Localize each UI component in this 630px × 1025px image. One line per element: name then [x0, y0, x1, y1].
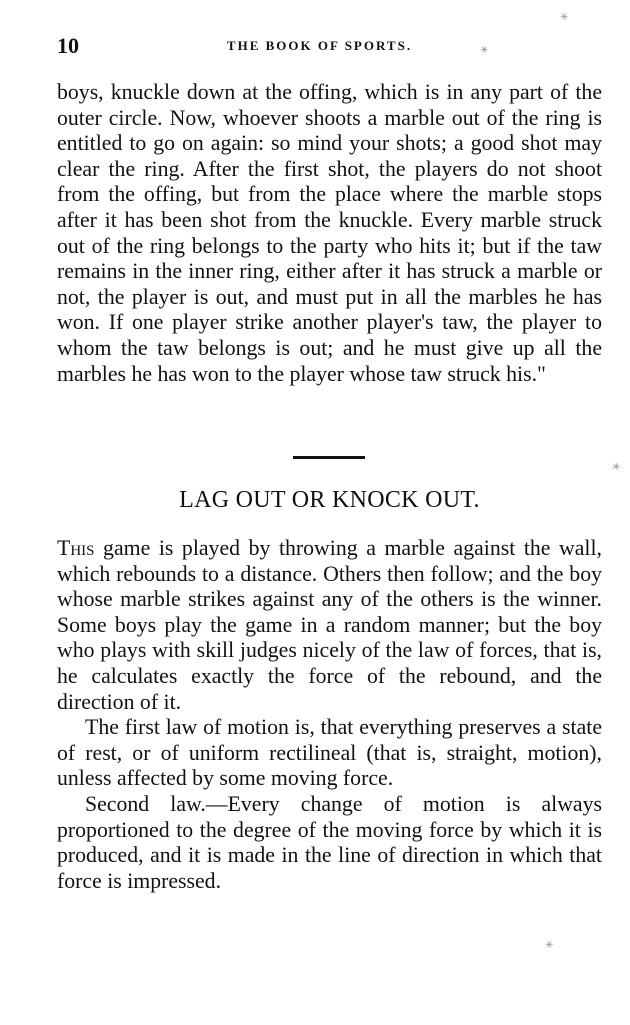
scan-speck: ✳: [480, 45, 489, 56]
scan-speck: ✳: [560, 12, 569, 23]
paragraph-marbles-rules: boys, knuckle down at the offing, which is in any part of the outer circle. Now, whoever shoots a marble out of the ring is entitled to go on again: so mind your shots; a good shot may clear the ring. After the first shot, the players do not shoot from the offing, but from the place where the marble stops after it has been shot from the knuckle. Every marble struck out of the ring belongs to the party who hits it; but if the taw remains in the inner ring, either after it has struck a marble or not, the player is out, and must put in all the marbles he has won. If one player strike another player's taw, the player to whom the taw belongs is out; and he must give up all the marbles he has won to the player whose taw struck his.": [57, 80, 602, 386]
paragraph-second-law: Second law.—Every change of motion is always proportioned to the degree of the moving force by which it is produced, and it is made in the line of direction in which that force is impressed.: [57, 791, 602, 893]
running-title: THE BOOK OF SPORTS.: [226, 38, 413, 53]
body-text-top: [57, 80, 602, 387]
section-title: LAG OUT OR KNOCK OUT.: [179, 487, 480, 513]
paragraph-first-law: The first law of motion is, that everything preserves a state of rest, or of uniform rectilineal (that is, straight, motion), unless affected by some moving force.: [57, 715, 602, 791]
body-text-section: [57, 536, 602, 894]
scan-speck: ✳: [545, 940, 554, 951]
paragraph-lag-out-text: game is played by throwing a marble against the wall, which rebounds to a distance. Others then follow; and the boy whose marble strikes against any of the others is the winner. Some boys play the game in a random manner; but the boy who plays with skill judges nicely of the law of forces, that is, he calculates exactly the force of the rebound, and the direction of it.: [57, 536, 602, 714]
page-header: [57, 33, 602, 61]
section-divider: [293, 456, 365, 459]
lead-word: This: [57, 536, 95, 560]
paragraph-lag-out: [57, 536, 602, 715]
scan-speck: ✳: [612, 462, 621, 473]
page-number: 10: [57, 33, 79, 58]
